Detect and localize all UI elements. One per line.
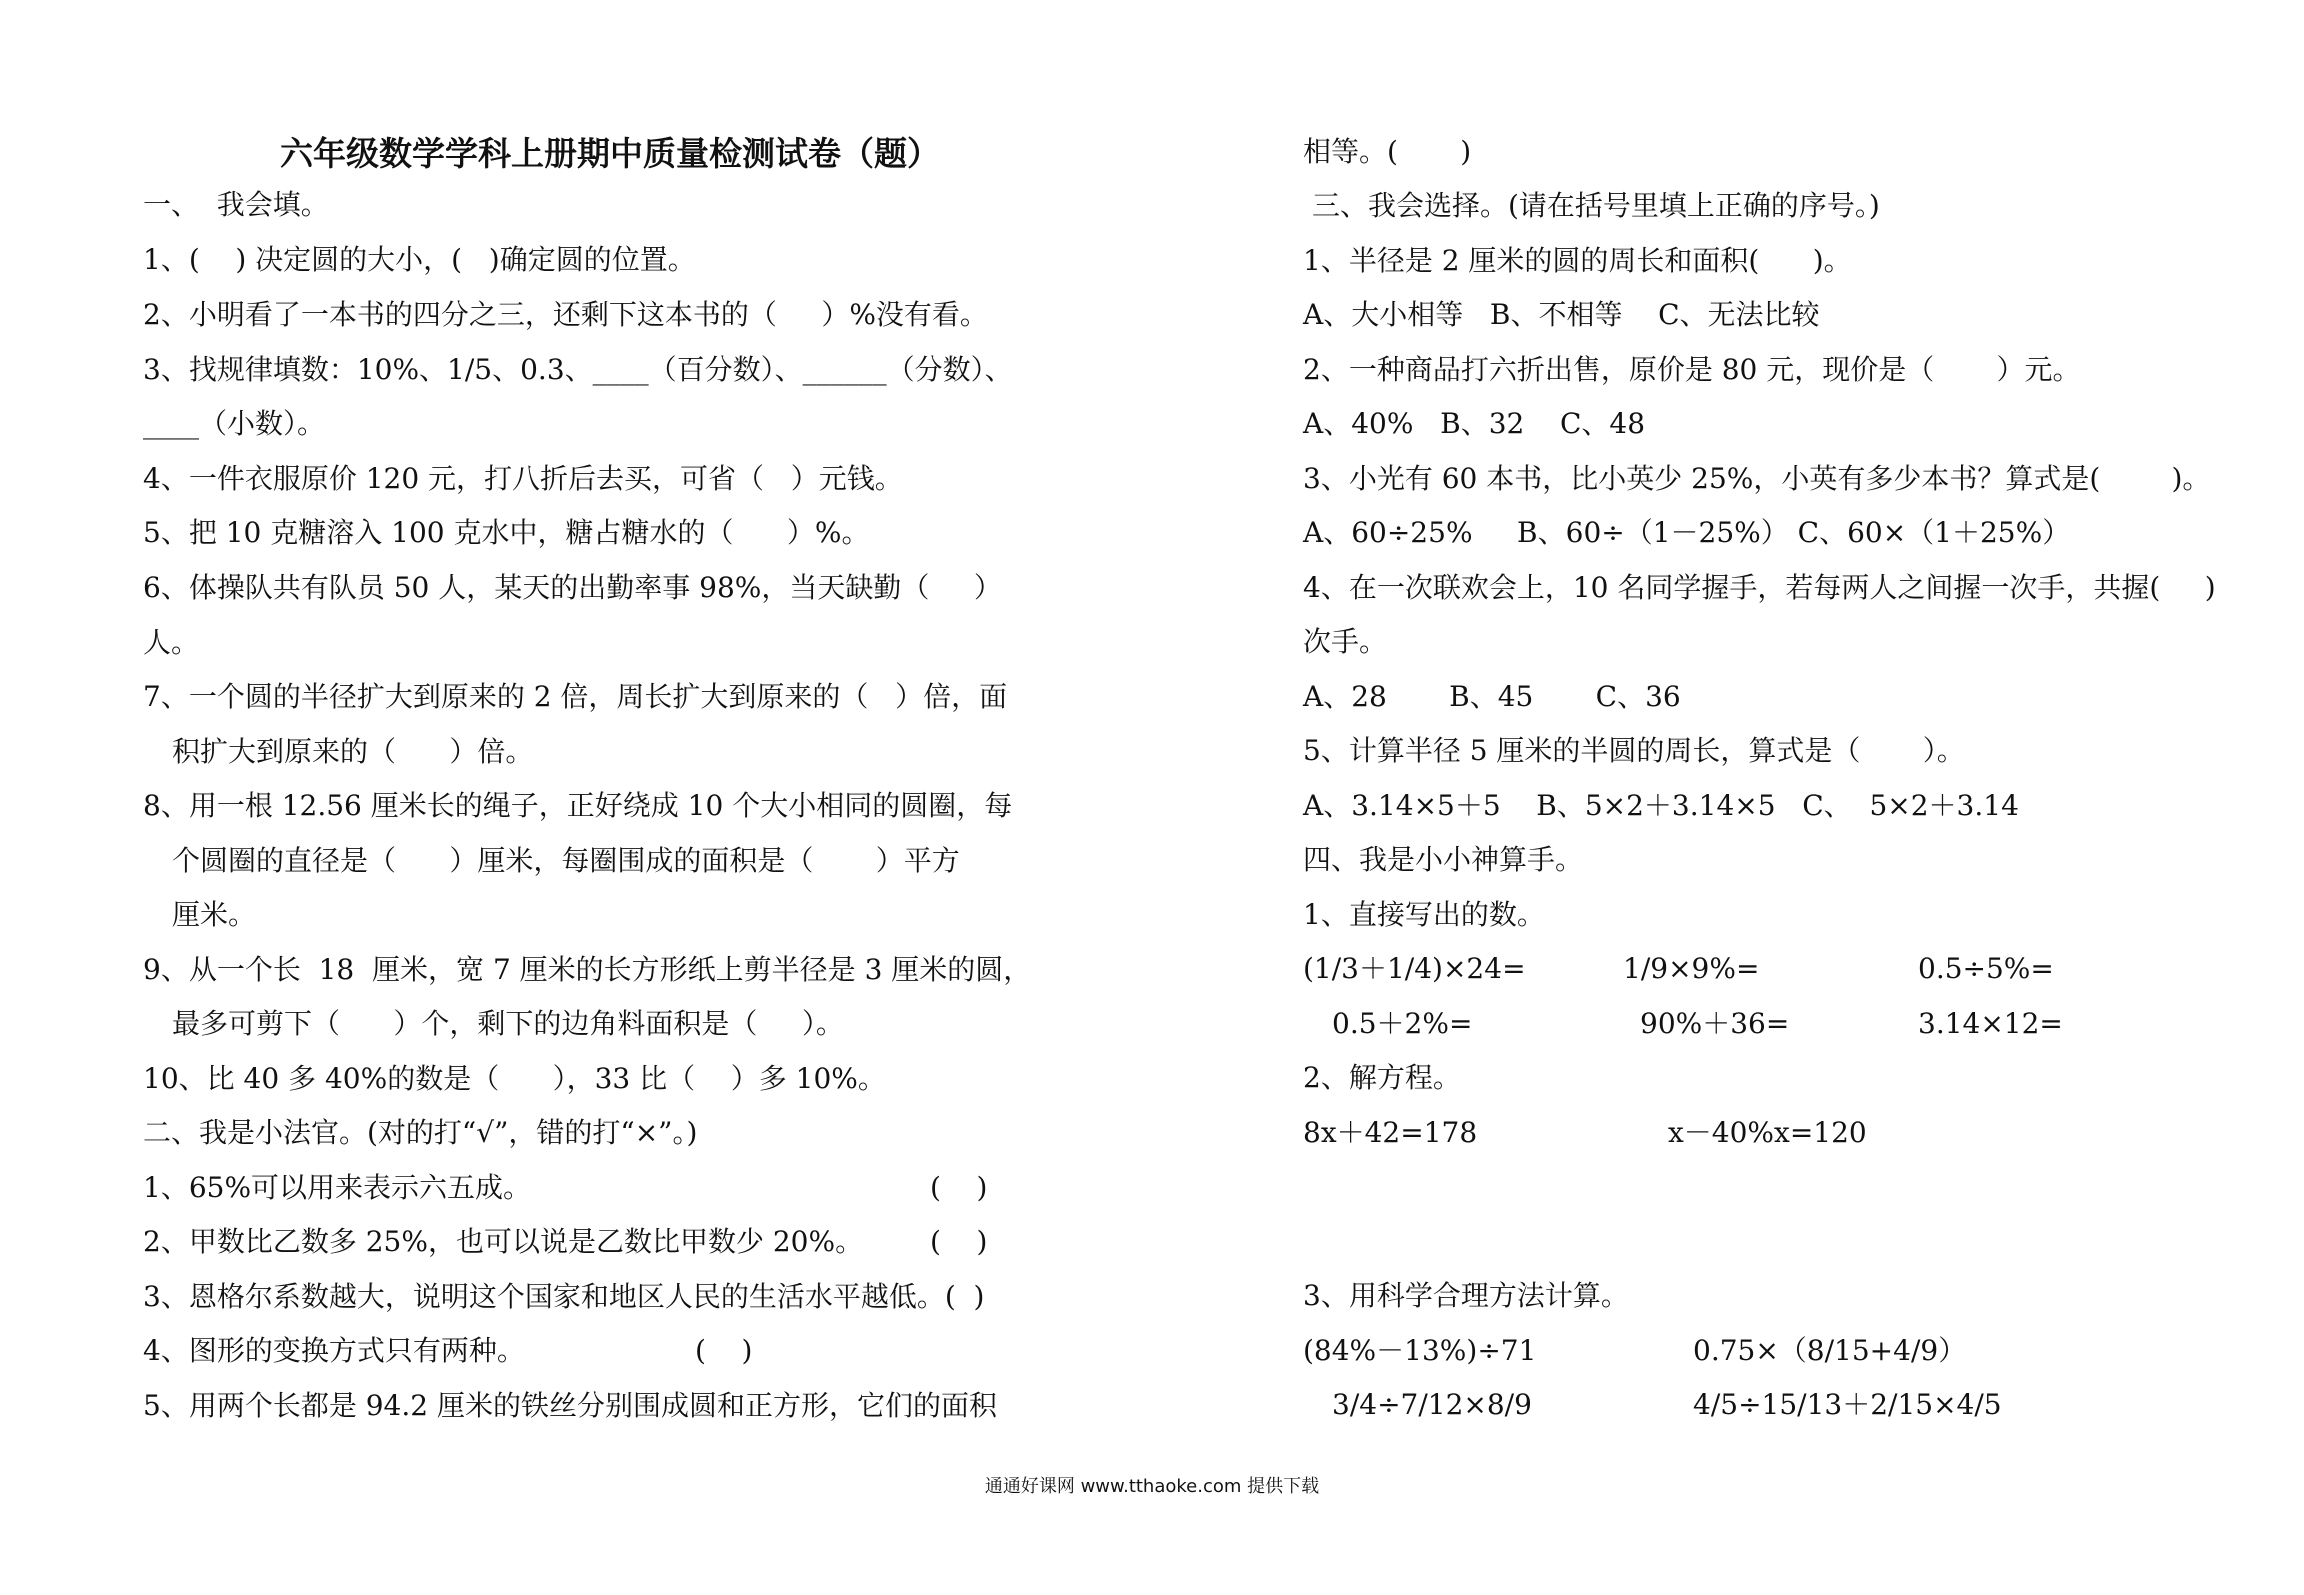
- question-3-line2: ____（小数）。: [143, 407, 326, 440]
- expression-1: (84%－13%)÷71: [1303, 1334, 1537, 1367]
- subsection-1-heading: 1、直接写出的数。: [1303, 898, 1545, 931]
- subsection-2-heading: 2、解方程。: [1303, 1061, 1461, 1094]
- question-8-line3: 厘米。: [172, 898, 257, 931]
- judge-5-continued: 相等。( ): [1303, 135, 1472, 168]
- expression-4: 4/5÷15/13＋2/15×4/5: [1693, 1388, 2002, 1421]
- footer-credit: 通通好课网 www.tthaoke.com 提供下载: [984, 1476, 1320, 1497]
- question-2: 2、小明看了一本书的四分之三，还剩下这本书的（ ）%没有看。: [143, 298, 988, 331]
- question-6-line2: 人。: [143, 626, 200, 659]
- question-7-line2: 积扩大到原来的（ ）倍。: [172, 735, 534, 768]
- calc-2: 1/9×9%=: [1623, 952, 1760, 985]
- question-6-line1: 6、体操队共有队员 50 人，某天的出勤率事 98%，当天缺勤（ ）: [143, 571, 1002, 604]
- question-3-line1: 3、找规律填数：10%、1/5、0.3、____（百分数）、______（分数）、: [143, 353, 1013, 386]
- choice-4-line1: 4、在一次联欢会上，10 名同学握手，若每两人之间握一次手，共握( ): [1303, 571, 2216, 604]
- judge-3: 3、恩格尔系数越大，说明这个国家和地区人民的生活水平越低。( ): [143, 1280, 985, 1313]
- choice-1-options: A、大小相等 B、不相等 C、无法比较: [1303, 298, 1820, 331]
- expression-2: 0.75×（8/15+4/9）: [1693, 1334, 1967, 1367]
- judge-5: 5、用两个长都是 94.2 厘米的铁丝分别围成圆和正方形，它们的面积: [143, 1389, 997, 1422]
- calc-5: 90%＋36=: [1640, 1007, 1790, 1040]
- choice-4-line2: 次手。: [1303, 625, 1388, 658]
- choice-5-options: A、3.14×5＋5 B、5×2＋3.14×5 C、 5×2＋3.14: [1303, 789, 2019, 822]
- question-4: 4、一件衣服原价 120 元，打八折后去买，可省（ ）元钱。: [143, 462, 903, 495]
- question-8-line2: 个圆圈的直径是（ ）厘米，每圈围成的面积是（ ）平方: [172, 844, 960, 877]
- choice-5: 5、计算半径 5 厘米的半圆的周长，算式是（ ）。: [1303, 734, 1965, 767]
- section2-heading: 二、我是小法官。(对的打“√”，错的打“×”。): [143, 1116, 698, 1149]
- equation-1: 8x＋42=178: [1303, 1116, 1478, 1149]
- choice-4-options: A、28 B、45 C、36: [1303, 680, 1681, 713]
- question-10: 10、比 40 多 40%的数是（ ），33 比（ ）多 10%。: [143, 1062, 886, 1095]
- exam-title: 六年级数学学科上册期中质量检测试卷（题）: [280, 134, 940, 173]
- judge-2: 2、甲数比乙数多 25%，也可以说是乙数比甲数少 20%。: [143, 1225, 864, 1258]
- expression-3: 3/4÷7/12×8/9: [1332, 1388, 1532, 1421]
- choice-3: 3、小光有 60 本书，比小英少 25%，小英有多少本书？算式是( )。: [1303, 462, 2211, 495]
- section3-heading: 三、我会选择。(请在括号里填上正确的序号。): [1312, 189, 1880, 222]
- choice-3-options: A、60÷25% B、60÷（1－25%） C、60×（1＋25%）: [1303, 516, 2071, 549]
- question-9-line2: 最多可剪下（ ）个，剩下的边角料面积是（ ）。: [172, 1007, 844, 1040]
- choice-2: 2、一种商品打六折出售，原价是 80 元，现价是（ ）元。: [1303, 353, 2081, 386]
- choice-1: 1、半径是 2 厘米的圆的周长和面积( )。: [1303, 244, 1852, 277]
- calc-6: 3.14×12=: [1918, 1007, 2063, 1040]
- equation-2: x－40%x=120: [1668, 1116, 1867, 1149]
- choice-2-options: A、40% B、32 C、48: [1303, 407, 1646, 440]
- question-9-line1: 9、从一个长 18 厘米，宽 7 厘米的长方形纸上剪半径是 3 厘米的圆，: [143, 953, 1032, 986]
- question-8-line1: 8、用一根 12.56 厘米长的绳子，正好绕成 10 个大小相同的圆圈，每: [143, 789, 1013, 822]
- subsection-3-heading: 3、用科学合理方法计算。: [1303, 1279, 1629, 1312]
- question-5: 5、把 10 克糖溶入 100 克水中，糖占糖水的（ ）%。: [143, 516, 870, 549]
- judge-2-bracket: ( ): [930, 1225, 988, 1258]
- question-7-line1: 7、一个圆的半径扩大到原来的 2 倍，周长扩大到原来的（ ）倍，面: [143, 680, 1008, 713]
- question-1: 1、( ) 决定圆的大小，( )确定圆的位置。: [143, 243, 696, 276]
- calc-1: (1/3＋1/4)×24=: [1303, 952, 1526, 985]
- judge-4: 4、图形的变换方式只有两种。: [143, 1334, 525, 1367]
- judge-1-bracket: ( ): [930, 1171, 988, 1204]
- calc-3: 0.5÷5%=: [1918, 952, 2054, 985]
- calc-4: 0.5＋2%=: [1332, 1007, 1473, 1040]
- judge-4-bracket: ( ): [695, 1334, 753, 1367]
- section1-heading: 一、 我会填。: [143, 188, 329, 221]
- section4-heading: 四、我是小小神算手。: [1303, 843, 1584, 876]
- judge-1: 1、65%可以用来表示六五成。: [143, 1171, 532, 1204]
